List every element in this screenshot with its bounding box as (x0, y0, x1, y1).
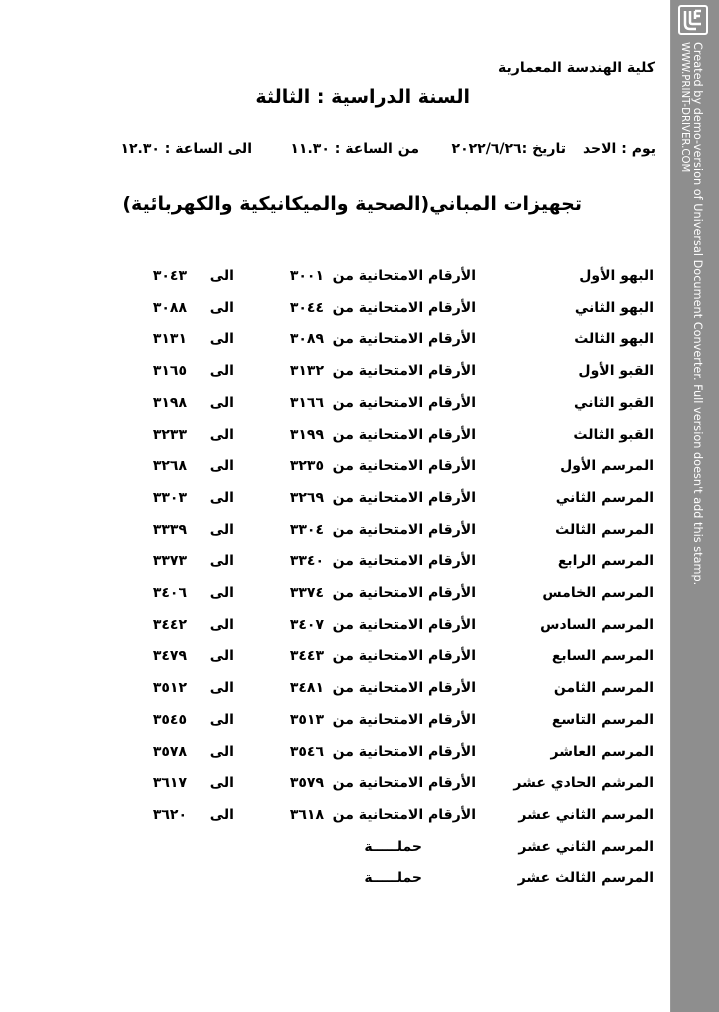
room-name: المرشم الحادي عشر (513, 775, 654, 792)
range-to: ٣١٩٨ (152, 394, 187, 411)
range-to-word: الى (209, 521, 234, 538)
range-to: ٣٥١٢ (152, 680, 187, 697)
range-to: ٣١٣١ (152, 331, 187, 348)
range-to-word: الى (209, 680, 234, 697)
range-label: الأرقام الامتحانية من (332, 363, 476, 380)
range-from: ٣١٩٩ (289, 426, 324, 443)
table-row (0, 839, 670, 863)
range-to-word: الى (209, 268, 234, 284)
range-label: الأرقام الامتحانية من (332, 711, 476, 728)
table-row (0, 775, 670, 799)
carry-note: حملـــــة (364, 870, 422, 887)
range-from: ٣١٦٦ (289, 394, 324, 411)
table-row (0, 363, 670, 387)
room-name: البهو الأول (579, 268, 654, 284)
range-to-word: الى (209, 743, 234, 760)
range-from: ٣٤٤٣ (289, 648, 324, 665)
range-from: ٣٤٠٧ (289, 616, 324, 633)
range-to-word: الى (209, 775, 234, 792)
range-to: ٣٠٤٣ (152, 268, 187, 284)
range-label: الأرقام الامتحانية من (332, 458, 476, 475)
range-to: ٣٣٣٩ (152, 521, 187, 538)
range-to-word: الى (209, 331, 234, 348)
range-from: ٣٦١٨ (289, 806, 324, 823)
room-name: البهو الثاني (574, 299, 654, 316)
range-from: ٣٤٨١ (289, 680, 324, 697)
room-name: القبو الأول (578, 363, 654, 380)
range-to-word: الى (209, 806, 234, 823)
exam-date-line (96, 141, 656, 161)
table-row (0, 680, 670, 704)
room-name: المرسم الخامس (542, 585, 654, 601)
range-to: ٣٦١٧ (152, 775, 187, 792)
range-from: ٣٠٤٤ (289, 299, 324, 316)
room-name: المرسم السادس (540, 616, 654, 633)
table-row (0, 300, 670, 324)
range-to: ٣٤٠٦ (152, 585, 187, 601)
range-to: ٣٥٤٥ (152, 711, 187, 728)
range-to: ٣١٦٥ (152, 363, 187, 380)
table-row (0, 617, 670, 641)
exam-day: يوم : الاحد (582, 141, 656, 157)
exam-subject: تجهيزات المباني(الصحية والميكانيكية والكهربائية) (122, 193, 582, 215)
room-name: المرسم الثالث عشر (517, 870, 654, 887)
range-to-word: الى (209, 711, 234, 728)
range-to-word: الى (209, 489, 234, 506)
range-label: الأرقام الامتحانية من (332, 426, 476, 443)
range-from: ٣١٣٢ (289, 363, 324, 380)
room-name: المرسم الثاني (555, 489, 654, 506)
range-from: ٣٥٧٩ (289, 775, 324, 792)
range-label: الأرقام الامتحانية من (332, 394, 476, 411)
range-to: ٣٣٠٣ (152, 489, 187, 506)
udc-logo-icon (678, 5, 708, 35)
range-to: ٣٢٦٨ (152, 458, 187, 475)
range-from: ٣٥٤٦ (289, 743, 324, 760)
stamp-line-2: WWW.PRINT-DRIVER.COM (679, 42, 690, 173)
room-name: البهو الثالث (574, 331, 654, 348)
table-row (0, 648, 670, 672)
range-to-word: الى (209, 616, 234, 633)
range-to: ٣٦٢٠ (152, 806, 187, 823)
room-name: المرسم الثامن (553, 680, 654, 697)
range-from: ٣٣٤٠ (289, 553, 324, 570)
exam-from-time: من الساعة : ١١.٣٠ (290, 141, 419, 157)
range-label: الأرقام الامتحانية من (332, 489, 476, 506)
range-to-word: الى (209, 553, 234, 570)
room-name: المرسم العاشر (550, 743, 654, 760)
range-to-word: الى (209, 363, 234, 380)
table-row (0, 553, 670, 577)
room-name: المرسم التاسع (551, 711, 654, 728)
range-to: ٣٣٧٣ (152, 553, 187, 570)
range-to-word: الى (209, 458, 234, 475)
range-to-word: الى (209, 426, 234, 443)
table-row (0, 395, 670, 419)
range-label: الأرقام الامتحانية من (332, 553, 476, 570)
range-label: الأرقام الامتحانية من (332, 299, 476, 316)
range-label: الأرقام الامتحانية من (332, 521, 476, 538)
range-to: ٣٢٣٣ (152, 426, 187, 443)
room-name: المرسم الثاني عشر (518, 838, 654, 855)
range-label: الأرقام الامتحانية من (332, 616, 476, 633)
range-label: الأرقام الامتحانية من (332, 648, 476, 665)
range-label: الأرقام الامتحانية من (332, 268, 476, 284)
college-name: كلية الهندسة المعمارية (498, 60, 655, 76)
room-name: المرسم الأول (560, 458, 654, 475)
table-row (0, 458, 670, 482)
range-from: ٣٠٠١ (289, 268, 324, 284)
converter-stamp (671, 0, 719, 1012)
room-name: القبو الثاني (574, 394, 654, 411)
study-year: السنة الدراسية : الثالثة (255, 86, 470, 108)
range-label: الأرقام الامتحانية من (332, 331, 476, 348)
table-row (0, 268, 670, 292)
range-label: الأرقام الامتحانية من (332, 806, 476, 823)
room-name: المرسم الرابع (557, 553, 654, 570)
room-name: المرسم الثاني عشر (518, 806, 654, 823)
table-row (0, 744, 670, 768)
table-row (0, 331, 670, 355)
range-from: ٣٥١٣ (289, 711, 324, 728)
range-from: ٣٣٠٤ (289, 521, 324, 538)
range-to-word: الى (209, 394, 234, 411)
table-row (0, 870, 670, 894)
range-label: الأرقام الامتحانية من (332, 585, 476, 601)
exam-to-time: الى الساعة : ١٢.٣٠ (120, 141, 252, 157)
stamp-line-1: Created by demo-version of Universal Document Converter. Full version doesn't add this stamp. (691, 42, 704, 586)
range-to: ٣٥٧٨ (152, 743, 187, 760)
range-to: ٣٤٤٢ (152, 616, 187, 633)
range-label: الأرقام الامتحانية من (332, 743, 476, 760)
range-to: ٣٤٧٩ (152, 648, 187, 665)
range-from: ٣٠٨٩ (289, 331, 324, 348)
range-from: ٣٢٣٥ (289, 458, 324, 475)
range-to-word: الى (209, 648, 234, 665)
table-row (0, 807, 670, 831)
range-label: الأرقام الامتحانية من (332, 680, 476, 697)
table-row (0, 427, 670, 451)
range-to: ٣٠٨٨ (152, 299, 187, 316)
room-name: القبو الثالث (573, 426, 654, 443)
table-row (0, 585, 670, 609)
range-to-word: الى (209, 299, 234, 316)
range-label: الأرقام الامتحانية من (332, 775, 476, 792)
table-row (0, 490, 670, 514)
carry-note: حملـــــة (364, 838, 422, 855)
exam-date: تاريخ :٢٠٢٢/٦/٢٦ (451, 141, 566, 157)
room-name: المرسم السابع (551, 648, 654, 665)
table-row (0, 522, 670, 546)
range-to-word: الى (209, 585, 234, 601)
table-row (0, 712, 670, 736)
range-from: ٣٣٧٤ (289, 585, 324, 601)
range-from: ٣٢٦٩ (289, 489, 324, 506)
room-name: المرسم الثالث (555, 521, 654, 538)
